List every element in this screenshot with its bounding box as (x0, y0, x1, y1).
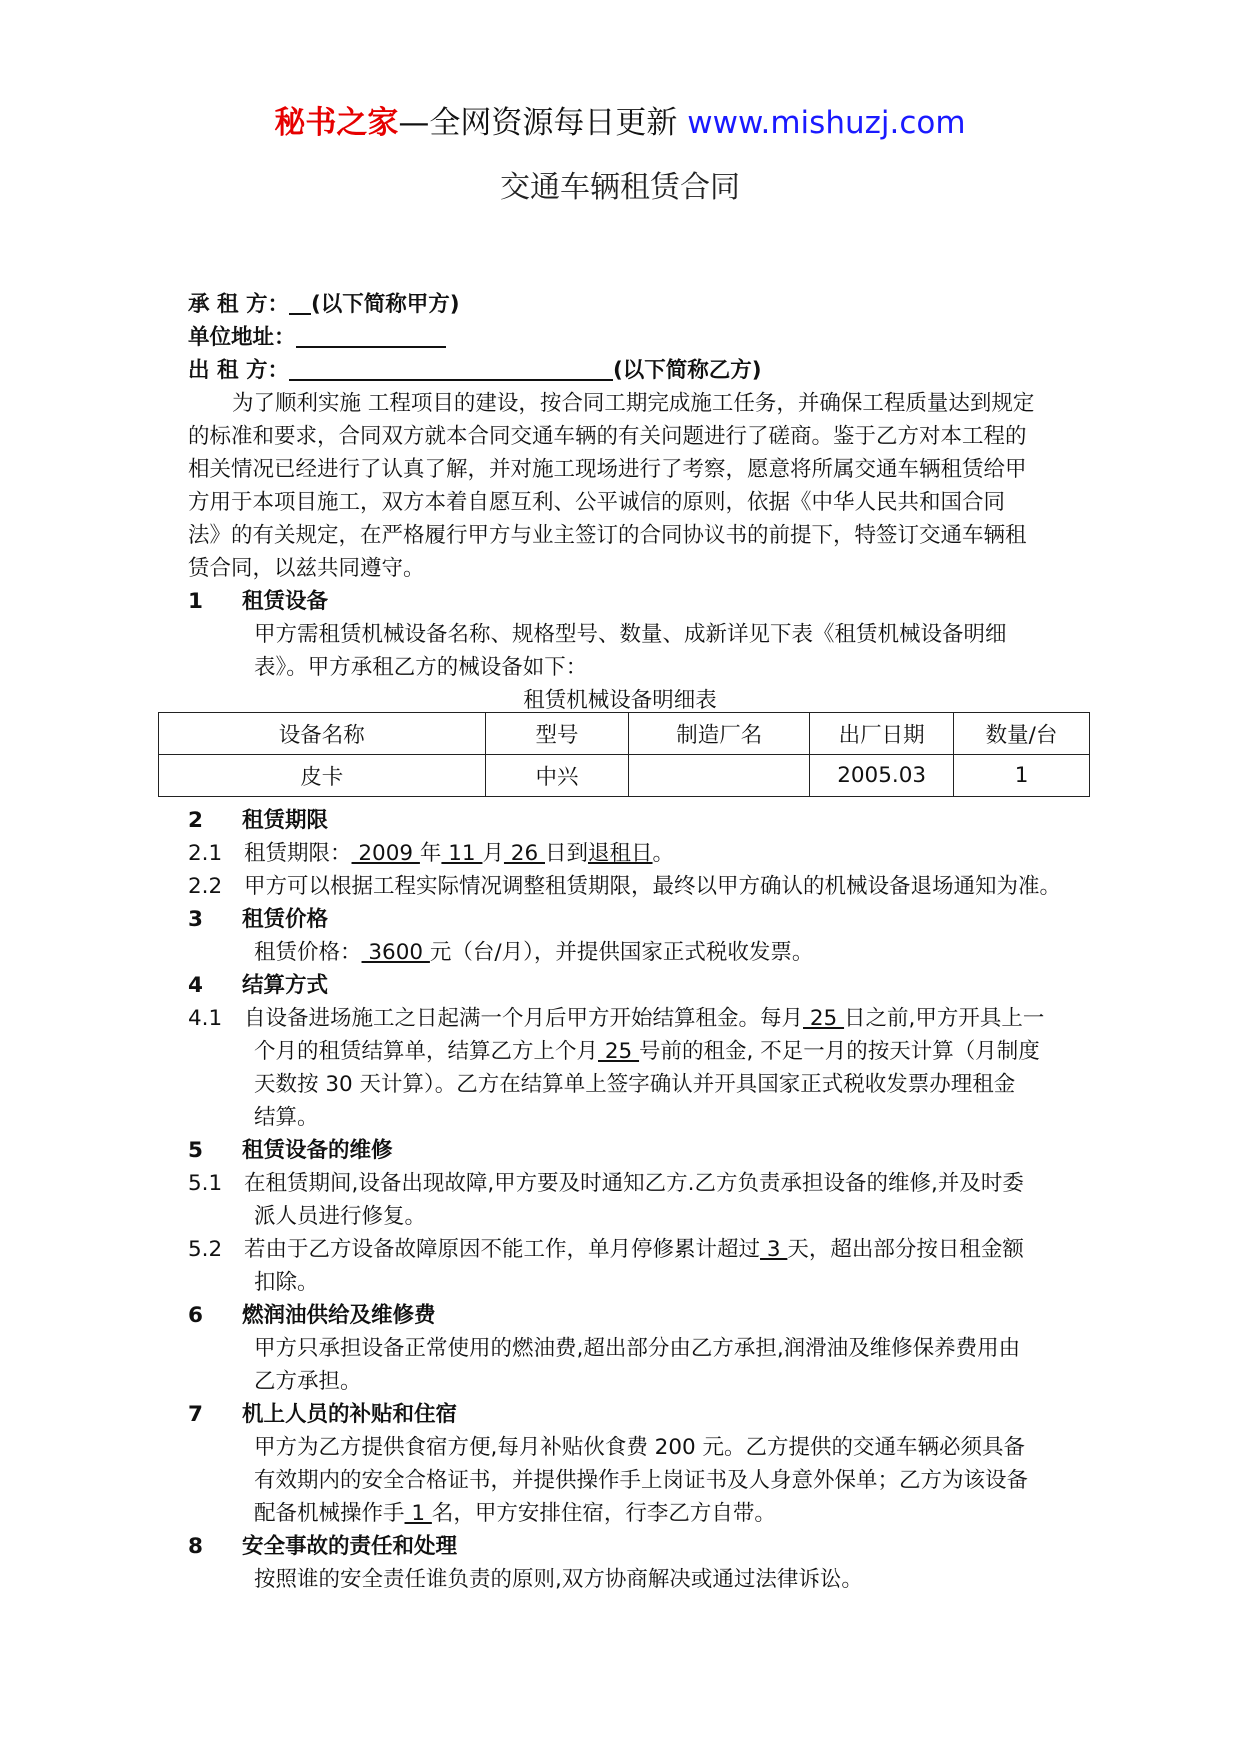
lessor-blank (289, 357, 613, 381)
text-span: 日之前,甲方开具上一 (844, 1006, 1045, 1031)
brand-name: 秘书之家 (274, 105, 399, 141)
clause-text (244, 1233, 1024, 1266)
clause-text: 有效期内的安全合格证书，并提供操作手上岗证书及人身意外保单；乙方为该设备 (254, 1468, 1029, 1493)
intro-line: 方用于本项目施工，双方本着自愿互利、公平诚信的原则，依据《中华人民共和国合同 (188, 490, 1006, 515)
clause-text: 按照谁的安全责任谁负责的原则,双方协商解决或通过法律诉讼。 (254, 1567, 863, 1592)
table-header-cell: 设备名称 (159, 713, 486, 755)
contract-title: 交通车辆租赁合同 (500, 170, 740, 205)
section-heading: 租赁设备 (242, 589, 329, 614)
return-date: 退租日 (588, 841, 653, 866)
address-blank (296, 324, 446, 348)
lessee-line (188, 288, 460, 321)
text-span: 名，甲方安排住宿，行李乙方自带。 (431, 1501, 776, 1526)
equipment-table (158, 712, 1090, 797)
clause-text: 结算。 (254, 1105, 319, 1130)
section-number: 5 (188, 1138, 203, 1163)
price-line (254, 936, 813, 969)
clause-number: 2.2 (188, 874, 223, 899)
clause-text: 甲方可以根据工程实际情况调整租赁期限，最终以甲方确认的机械设备退场通知为准。 (244, 874, 1062, 899)
lessee-label: 承 租 方： (188, 292, 289, 317)
operator-count: 1 (404, 1501, 432, 1526)
clause-text (244, 1002, 1044, 1035)
table-cell: 中兴 (485, 755, 629, 797)
table-cell: 2005.03 (810, 755, 954, 797)
address-label: 单位地址： (188, 325, 296, 350)
clause-text: 乙方承担。 (254, 1369, 362, 1394)
lease-month: 11 (441, 841, 483, 866)
table-header-cell: 数量/台 (954, 713, 1090, 755)
lease-term-label: 租赁期限： (244, 841, 352, 866)
max-repair-days: 3 (760, 1237, 788, 1262)
day-unit: 日到 (545, 841, 589, 866)
intro-line: 赁合同，以兹共同遵守。 (188, 556, 425, 581)
table-cell: 皮卡 (159, 755, 486, 797)
section-heading: 机上人员的补贴和住宿 (242, 1402, 458, 1427)
table-header-cell: 制造厂名 (629, 713, 810, 755)
section-number: 1 (188, 589, 203, 614)
intro-line: 为了顺利实施 工程项目的建设，按合同工期完成施工任务，并确保工程质量达到规定 (232, 391, 1035, 416)
site-banner (0, 102, 1240, 144)
clause-text (254, 1035, 1040, 1068)
section-number: 8 (188, 1534, 203, 1559)
clause-text: 甲方只承担设备正常使用的燃油费,超出部分由乙方承担,润滑油及维修保养费用由 (254, 1336, 1021, 1361)
clause-text (254, 1497, 776, 1530)
s1-line: 甲方需租赁机械设备名称、规格型号、数量、成新详见下表《租赁机械设备明细 (254, 622, 1007, 647)
intro-line: 法》的有关规定，在严格履行甲方与业主签订的合同协议书的前提下，特签订交通车辆租 (188, 523, 1027, 548)
clause-text: 派人员进行修复。 (254, 1204, 427, 1229)
section-number: 6 (188, 1303, 203, 1328)
period-mark: 。 (652, 841, 675, 866)
clause-number: 2.1 (188, 841, 223, 866)
cutoff-day: 25 (598, 1039, 640, 1064)
section-number: 3 (188, 907, 203, 932)
clause-text: 在租赁期间,设备出现故障,甲方要及时通知乙方.乙方负责承担设备的维修,并及时委 (244, 1171, 1024, 1196)
banner-url[interactable]: www.mishuzj.com (687, 105, 966, 141)
section-heading: 安全事故的责任和处理 (242, 1534, 458, 1559)
clause-text: 甲方为乙方提供食宿方便,每月补贴伙食费 200 元。乙方提供的交通车辆必须具备 (254, 1435, 1026, 1460)
table-cell (629, 755, 810, 797)
clause-number: 4.1 (188, 1006, 223, 1031)
section-heading: 租赁价格 (242, 907, 329, 932)
table-title: 租赁机械设备明细表 (523, 688, 717, 713)
lessor-line (188, 354, 762, 387)
lessee-blank (289, 291, 311, 315)
text-span: 配备机械操作手 (254, 1501, 405, 1526)
text-span: 自设备进场施工之日起满一个月后甲方开始结算租金。每月 (244, 1006, 804, 1031)
section-number: 7 (188, 1402, 203, 1427)
banner-tagline: —全网资源每日更新 (398, 105, 678, 141)
text-span: 号前的租金, 不足一月的按天计算（月制度 (639, 1039, 1040, 1064)
text-span: 个月的租赁结算单，结算乙方上个月 (254, 1039, 599, 1064)
price-value: 3600 (361, 940, 430, 965)
table-header-row (159, 713, 1090, 755)
intro-line: 相关情况已经进行了认真了解，并对施工现场进行了考察，愿意将所属交通车辆租赁给甲 (188, 457, 1027, 482)
year-unit: 年 (419, 841, 442, 866)
price-unit-text: 元（台/月），并提供国家正式税收发票。 (429, 940, 814, 965)
lessee-note: (以下简称甲方) (310, 292, 460, 317)
clause-number: 5.1 (188, 1171, 223, 1196)
table-header-cell: 出厂日期 (810, 713, 954, 755)
section-heading: 租赁期限 (242, 808, 329, 833)
table-row (159, 755, 1090, 797)
lessor-label: 出 租 方： (188, 358, 289, 383)
table-cell: 1 (954, 755, 1090, 797)
clause-text: 扣除。 (254, 1270, 319, 1295)
price-label: 租赁价格： (254, 940, 362, 965)
section-heading: 燃润油供给及维修费 (242, 1303, 436, 1328)
intro-line: 的标准和要求，合同双方就本合同交通车辆的有关问题进行了磋商。鉴于乙方对本工程的 (188, 424, 1027, 449)
section-heading: 租赁设备的维修 (242, 1138, 393, 1163)
lease-term-line (244, 837, 674, 870)
settlement-day: 25 (803, 1006, 845, 1031)
text-span: 若由于乙方设备故障原因不能工作，单月停修累计超过 (244, 1237, 761, 1262)
lessor-note: (以下简称乙方) (612, 358, 762, 383)
clause-text: 天数按 30 天计算）。乙方在结算单上签字确认并开具国家正式税收发票办理租金 (254, 1072, 1016, 1097)
lease-year: 2009 (351, 841, 420, 866)
lease-day: 26 (503, 841, 545, 866)
table-header-cell: 型号 (485, 713, 629, 755)
section-number: 4 (188, 973, 203, 998)
s1-line: 表》。甲方承租乙方的械设备如下： (254, 655, 588, 680)
section-heading: 结算方式 (242, 973, 329, 998)
clause-number: 5.2 (188, 1237, 223, 1262)
address-line (188, 321, 446, 354)
month-unit: 月 (482, 841, 504, 866)
text-span: 天，超出部分按日租金额 (787, 1237, 1024, 1262)
section-number: 2 (188, 808, 203, 833)
